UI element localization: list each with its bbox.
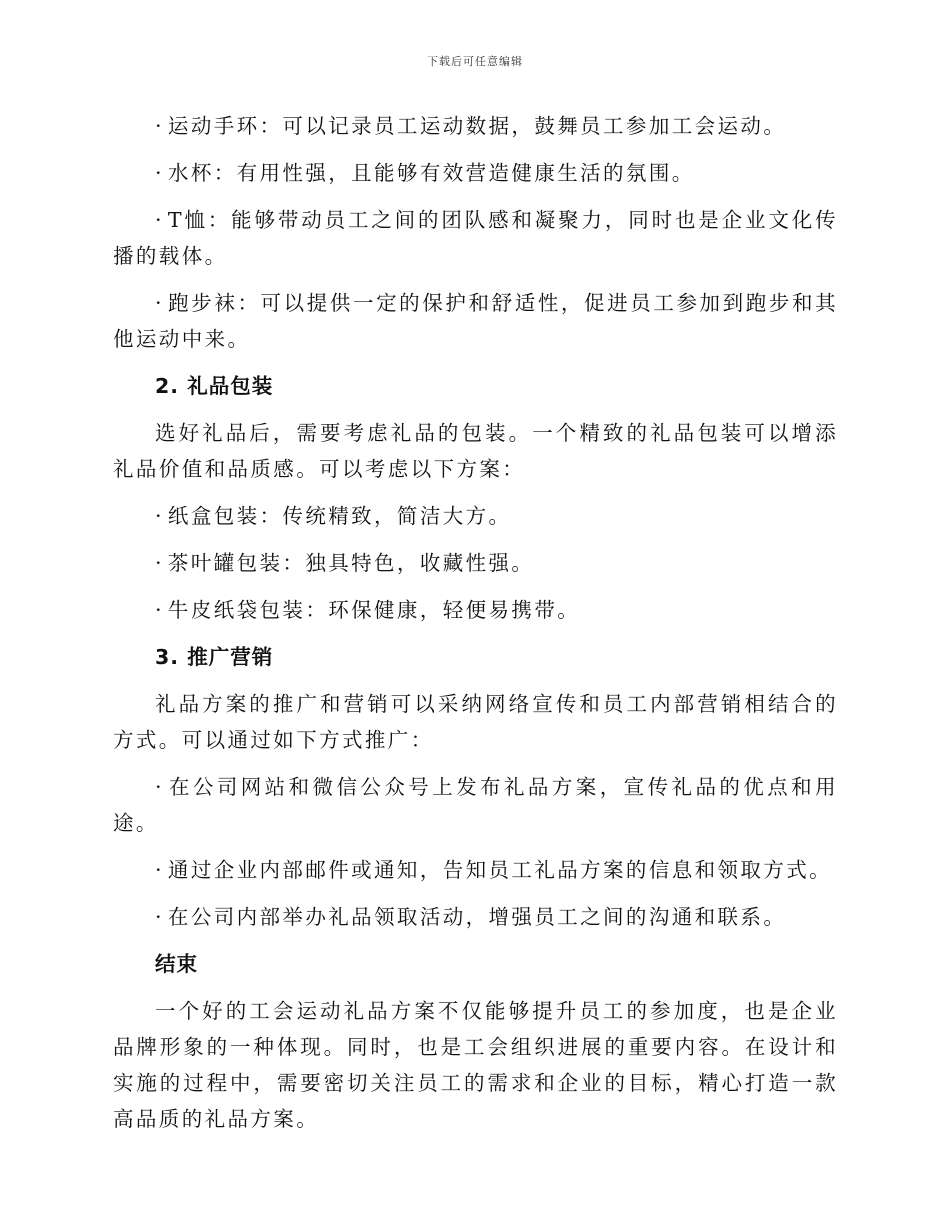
bullet-item-water-cup	[113, 155, 838, 191]
bullet-item-paper-box	[113, 498, 838, 534]
paragraph-marketing-intro: 礼品方案的推广和营销可以采纳网络宣传和员工内部营销相结合的方式。可以通过如下方式推广：	[113, 692, 838, 752]
bullet-text: T恤：能够带动员工之间的团队感和凝聚力，同时也是企业文化传播的载体。	[113, 208, 838, 268]
bullet-text: 跑步袜：可以提供一定的保护和舒适性，促进员工参加到跑步和其他运动中来。	[113, 291, 838, 351]
bullet-item-internal-mail	[113, 852, 838, 888]
bullet-marker: ·	[155, 858, 164, 882]
bullet-marker: ·	[155, 504, 164, 528]
bullet-text: 通过企业内部邮件或通知，告知员工礼品方案的信息和领取方式。	[167, 858, 833, 882]
bullet-item-tshirt	[113, 202, 838, 274]
bullet-text: 水杯：有用性强，且能够有效营造健康生活的氛围。	[167, 161, 695, 185]
section-heading-marketing: 3. 推广营销	[155, 645, 274, 669]
bullet-marker: ·	[155, 208, 164, 232]
bullet-item-running-socks	[113, 285, 838, 357]
section-heading-packaging: 2. 礼品包装	[155, 374, 274, 398]
section-heading-conclusion: 结束	[155, 952, 198, 976]
bullet-marker: ·	[155, 291, 164, 315]
bullet-text: 纸盒包装：传统精致，简洁大方。	[167, 504, 512, 528]
bullet-text: 在公司网站和微信公众号上发布礼品方案，宣传礼品的优点和用途。	[113, 775, 838, 835]
bullet-item-kraft-bag	[113, 592, 838, 628]
page-header: 下载后可任意编辑	[427, 55, 523, 68]
paragraph-conclusion: 一个好的工会运动礼品方案不仅能够提升员工的参加度，也是企业品牌形象的一种体现。同时，也是工会组织进展的重要内容。在设计和实施的过程中，需要密切关注员工的需求和企业的目标，精心打造一款高品质的礼品方案。	[113, 999, 838, 1131]
bullet-marker: ·	[155, 114, 164, 138]
bullet-marker: ·	[155, 161, 164, 185]
bullet-text: 牛皮纸袋包装：环保健康，轻便易携带。	[167, 598, 581, 622]
bullet-marker: ·	[155, 905, 164, 929]
bullet-marker: ·	[155, 775, 164, 799]
document-body	[113, 108, 838, 1148]
bullet-text: 运动手环：可以记录员工运动数据，鼓舞员工参加工会运动。	[167, 114, 787, 138]
bullet-item-sports-band	[113, 108, 838, 144]
bullet-text: 茶叶罐包装：独具特色，收藏性强。	[167, 551, 535, 575]
bullet-marker: ·	[155, 551, 164, 575]
bullet-item-tea-can	[113, 545, 838, 581]
bullet-marker: ·	[155, 598, 164, 622]
paragraph-packaging-intro: 选好礼品后，需要考虑礼品的包装。一个精致的礼品包装可以增添礼品价值和品质感。可以考虑以下方案：	[113, 421, 838, 481]
bullet-text: 在公司内部举办礼品领取活动，增强员工之间的沟通和联系。	[167, 905, 787, 929]
bullet-item-website	[113, 769, 838, 841]
bullet-item-event	[113, 899, 838, 935]
